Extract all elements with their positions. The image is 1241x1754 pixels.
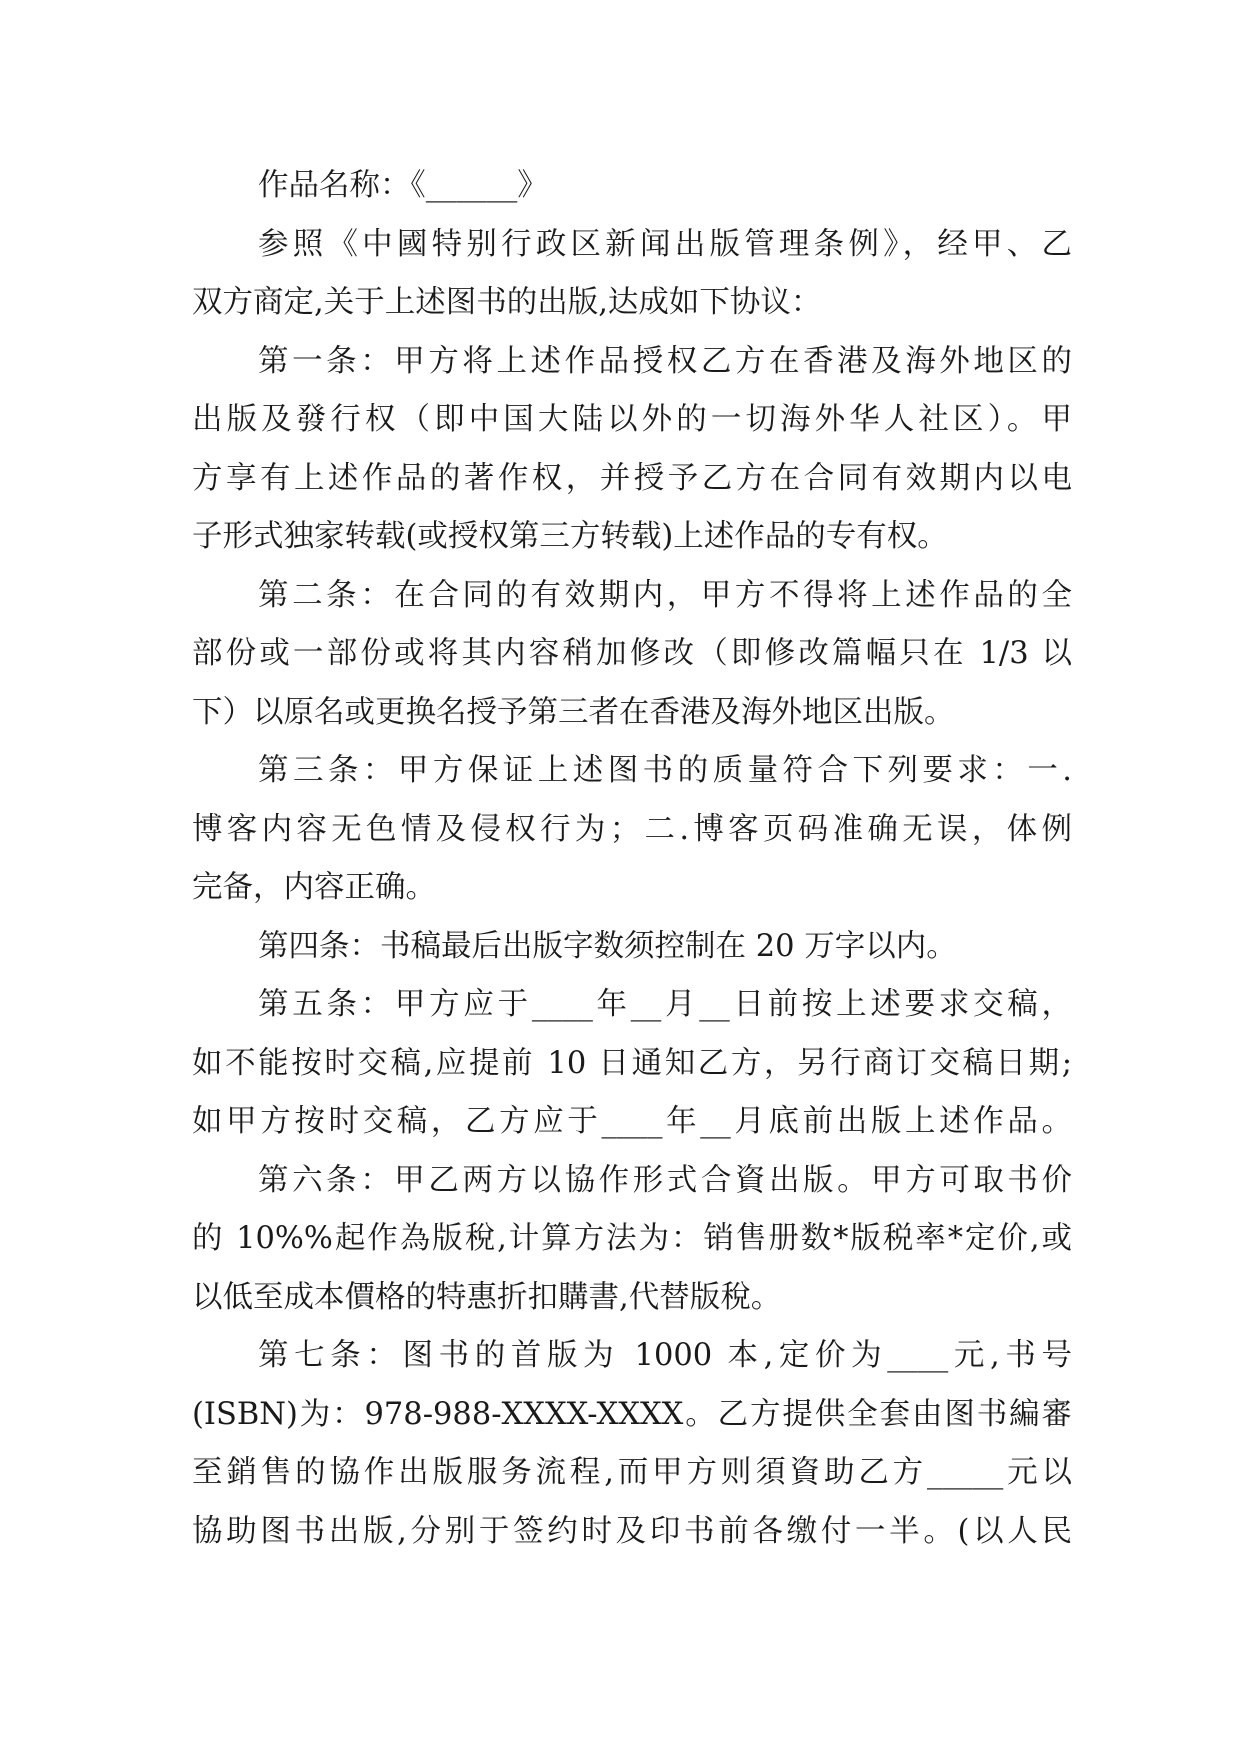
article-5-line-3: 如甲方按时交稿，乙方应于____年__月底前出版上述作品。	[192, 1104, 1072, 1139]
article-5-line-1: 第五条：甲方应于____年__月__日前按上述要求交稿，	[258, 987, 1072, 1022]
article-2-line-3: 下）以原名或更换名授予第三者在香港及海外地区出版。	[192, 694, 955, 730]
article-6-line-3: 以低至成本價格的特惠折扣購書,代替版稅。	[192, 1279, 782, 1315]
work-title-line: 作品名称：《______》	[258, 168, 548, 203]
contract-body	[192, 157, 1072, 1561]
article-2-line-2: 部份或一部份或将其内容稍加修改（即修改篇幅只在 1/3 以	[192, 636, 1072, 671]
article-1-line-3: 方享有上述作品的著作权，并授予乙方在合同有效期内以电	[192, 460, 1072, 496]
preamble-line-2: 双方商定,关于上述图书的出版,达成如下协议：	[192, 285, 822, 320]
article-3-line-2: 博客内容无色情及侵权行为；二.博客页码准确无误，体例	[192, 811, 1072, 847]
article-2-line-1: 第二条：在合同的有效期内，甲方不得将上述作品的全	[258, 577, 1072, 613]
article-7-line-1: 第七条：图书的首版为 1000 本,定价为____元,书号	[258, 1338, 1072, 1373]
article-3-line-1: 第三条：甲方保证上述图书的质量符合下列要求：一.	[258, 753, 1072, 788]
article-7-line-4: 協助图书出版,分别于签约时及印书前各缴付一半。(以人民	[192, 1513, 1072, 1549]
article-1-line-2: 出版及發行权（即中国大陆以外的一切海外华人社区）。甲	[192, 402, 1072, 437]
article-6-line-2: 的 10%%起作為版稅,计算方法为：销售册数*版税率*定价,或	[192, 1221, 1072, 1256]
article-4-line-1: 第四条：书稿最后出版字数须控制在 20 万字以内。	[258, 928, 957, 964]
article-6-line-1: 第六条：甲乙两方以協作形式合資出版。甲方可取书价	[258, 1162, 1072, 1198]
article-1-line-4: 子形式独家转载(或授权第三方转载)上述作品的专有权。	[192, 519, 948, 554]
article-3-line-3: 完备，内容正确。	[192, 870, 436, 905]
article-5-line-2: 如不能按时交稿,应提前 10 日通知乙方，另行商订交稿日期;	[192, 1045, 1072, 1081]
article-1-line-1: 第一条：甲方将上述作品授权乙方在香港及海外地区的	[258, 343, 1072, 379]
preamble-line-1: 参照《中國特别行政区新闻出版管理条例》，经甲、乙	[258, 226, 1072, 262]
article-7-line-2: (ISBN)为：978-988-XXXX-XXXX。乙方提供全套由图书編審	[192, 1396, 1072, 1432]
article-7-line-3: 至銷售的協作出版服务流程,而甲方则須資助乙方_____元以	[192, 1455, 1072, 1490]
